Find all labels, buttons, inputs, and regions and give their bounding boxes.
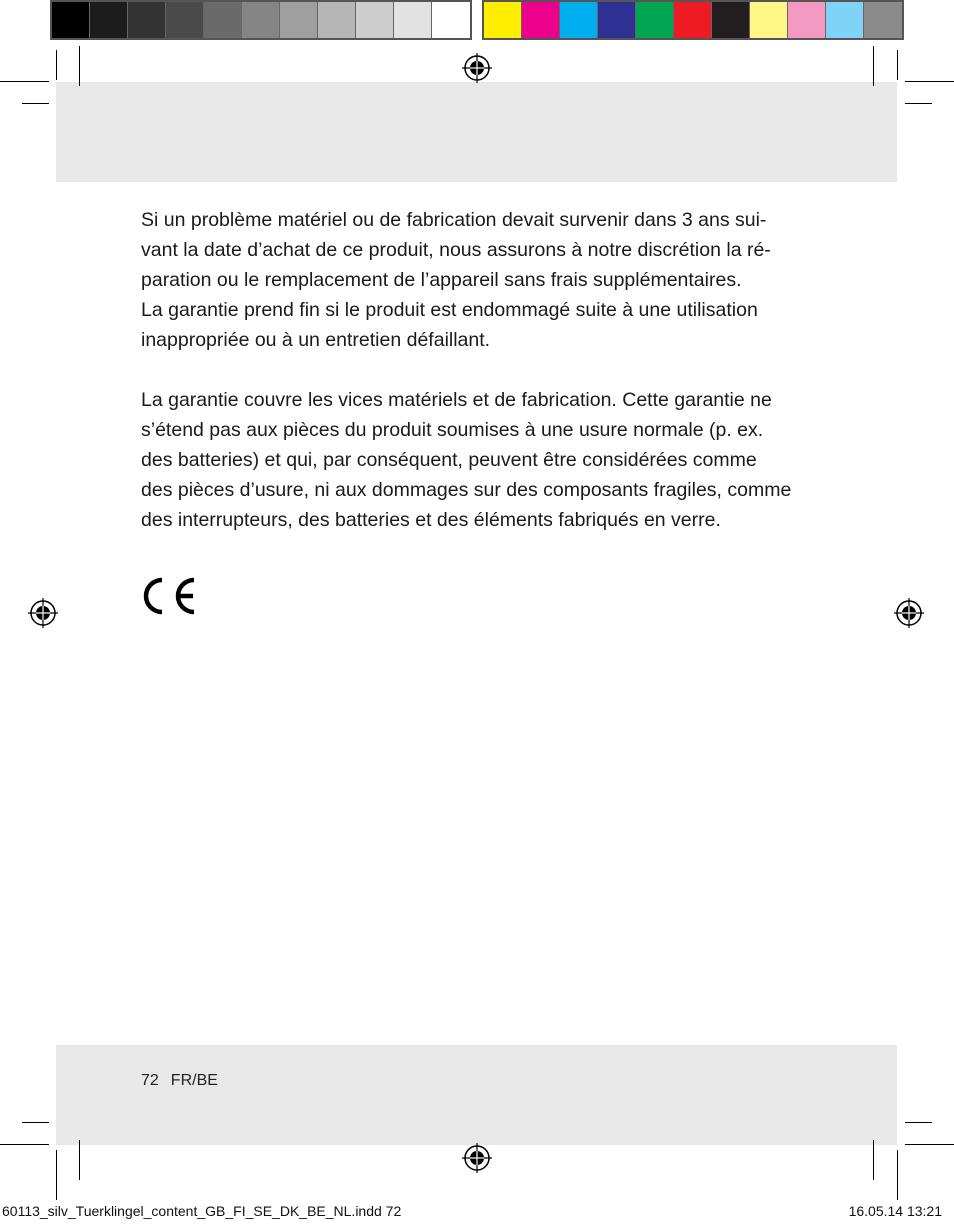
color-swatch xyxy=(484,2,522,38)
text-line: Si un problème matériel ou de fabrication devait survenir dans 3 ans sui- xyxy=(141,209,767,231)
text-line: vant la date d’achat de ce produit, nous assurons à notre discrétion la ré- xyxy=(141,239,771,261)
warranty-paragraph xyxy=(141,205,821,355)
color-swatch xyxy=(826,2,864,38)
gray-swatch xyxy=(318,2,356,38)
crop-mark xyxy=(22,103,49,104)
color-swatch xyxy=(712,2,750,38)
crop-mark xyxy=(79,1140,80,1180)
gray-swatch xyxy=(204,2,242,38)
text-line: La garantie couvre les vices matériels et de fabrication. Cette garantie ne xyxy=(141,389,772,411)
text-line: des interrupteurs, des batteries et des éléments fabriqués en verre. xyxy=(141,509,721,531)
gray-swatch xyxy=(394,2,432,38)
crop-mark xyxy=(905,1122,932,1123)
crop-mark xyxy=(897,1150,898,1200)
locale-label: FR/BE xyxy=(170,1072,218,1089)
gray-swatch xyxy=(90,2,128,38)
registration-mark-icon xyxy=(894,598,924,628)
text-line: des batteries) et qui, par conséquent, peuvent être considérées comme xyxy=(141,449,757,471)
crop-mark xyxy=(873,46,874,86)
color-swatch xyxy=(636,2,674,38)
crop-mark xyxy=(22,1122,49,1123)
color-swatch xyxy=(750,2,788,38)
color-swatch xyxy=(522,2,560,38)
ce-mark-icon xyxy=(140,576,198,616)
crop-mark xyxy=(897,50,898,80)
crop-mark xyxy=(79,46,80,86)
text-line: s’étend pas aux pièces du produit soumises à une usure normale (p. ex. xyxy=(141,419,764,441)
color-swatch xyxy=(788,2,826,38)
registration-mark-icon xyxy=(462,53,492,83)
text-line: La garantie prend fin si le produit est endommagé suite à une utilisation xyxy=(141,299,758,321)
text-line: inappropriée ou à un entretien défaillant. xyxy=(141,329,491,351)
grayscale-color-bar xyxy=(50,0,472,40)
text-line: paration ou le remplacement de l’appareil sans frais supplémentaires. xyxy=(141,269,742,291)
footer-band xyxy=(56,1045,897,1145)
gray-swatch xyxy=(280,2,318,38)
registration-mark-icon xyxy=(462,1143,492,1173)
crop-mark xyxy=(0,1144,49,1145)
color-swatch xyxy=(864,2,902,38)
registration-mark-icon xyxy=(28,598,58,628)
gray-swatch xyxy=(356,2,394,38)
crop-mark xyxy=(873,1140,874,1180)
slug-date: 16.05.14 13:21 xyxy=(848,1203,942,1219)
gray-swatch xyxy=(166,2,204,38)
crop-mark xyxy=(56,1150,57,1200)
crop-mark xyxy=(905,103,932,104)
process-color-bar xyxy=(482,0,904,40)
gray-swatch xyxy=(432,2,470,38)
coverage-paragraph xyxy=(141,385,821,535)
header-band xyxy=(56,82,897,182)
gray-swatch xyxy=(242,2,280,38)
crop-mark xyxy=(905,81,954,82)
crop-mark xyxy=(56,50,57,80)
color-swatch xyxy=(674,2,712,38)
text-line: des pièces d’usure, ni aux dommages sur des composants fragiles, comme xyxy=(141,479,792,501)
gray-swatch xyxy=(52,2,90,38)
page-number: 72 xyxy=(141,1072,159,1089)
crop-mark xyxy=(905,1144,954,1145)
crop-mark xyxy=(0,81,49,82)
slug-filename: 60113_silv_Tuerklingel_content_GB_FI_SE_DK_BE_NL.indd 72 xyxy=(2,1203,402,1219)
color-swatch xyxy=(560,2,598,38)
gray-swatch xyxy=(128,2,166,38)
color-swatch xyxy=(598,2,636,38)
page-footer xyxy=(141,1072,218,1090)
